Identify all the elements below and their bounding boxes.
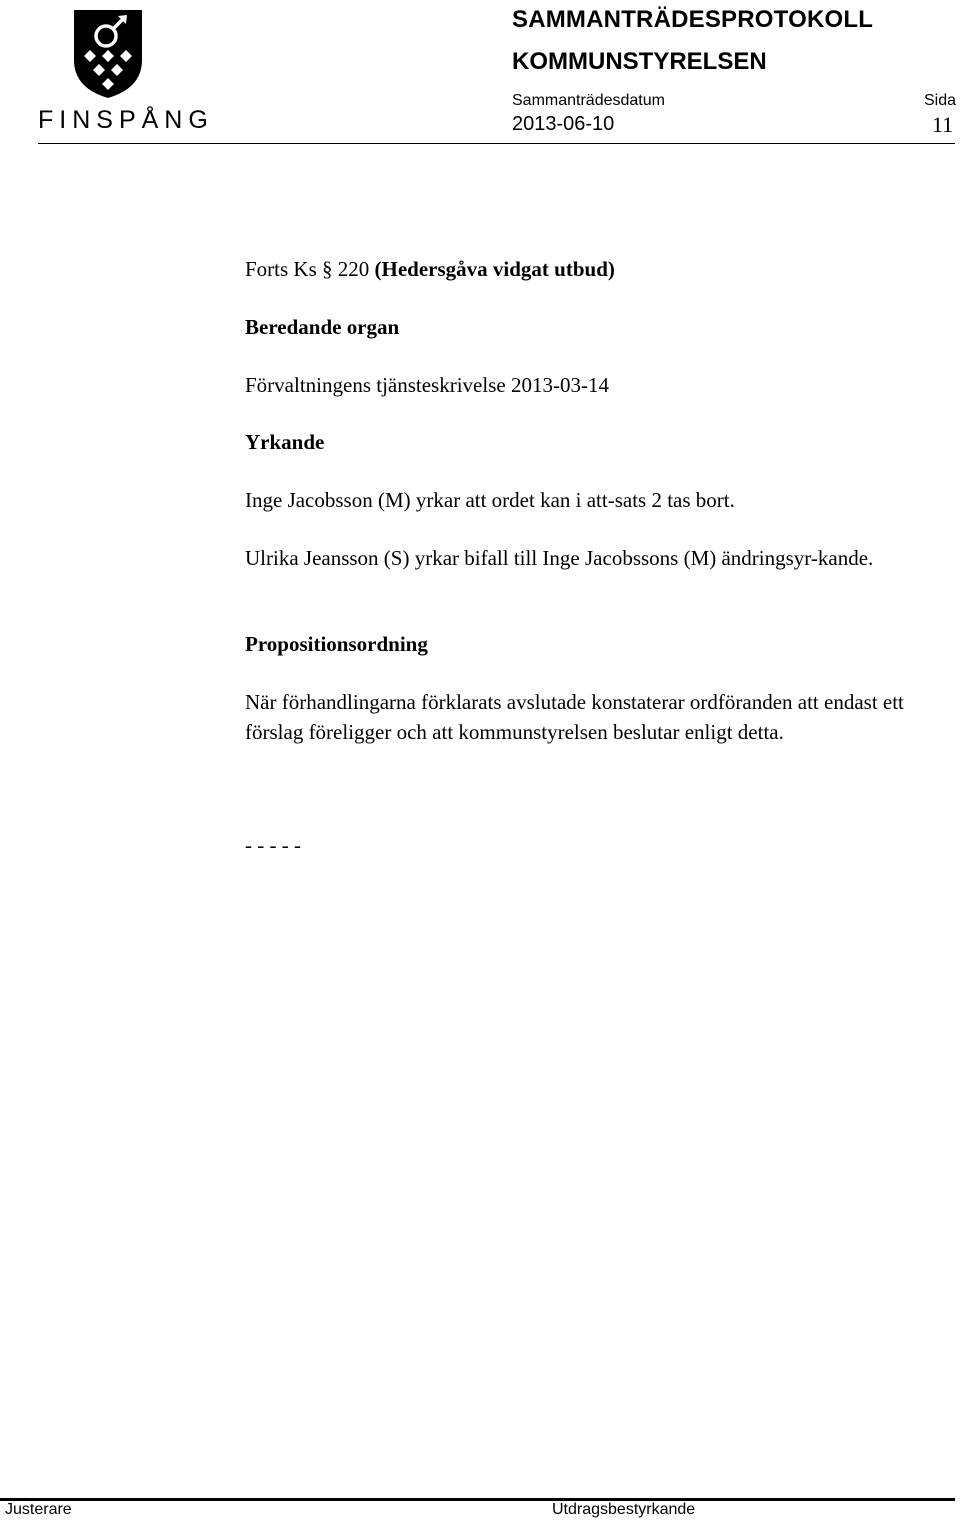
section-heading-beredande: Beredande organ: [245, 315, 400, 339]
meeting-date-value: 2013-06-10: [512, 113, 615, 135]
footer-divider: [0, 1498, 955, 1501]
document-title: SAMMANTRÄDESPROTOKOLL: [512, 6, 874, 33]
footer-utdragsbestyrkande-label: Utdragsbestyrkande: [552, 1501, 696, 1518]
document-subtitle: KOMMUNSTYRELSEN: [512, 48, 767, 75]
continuation-prefix: Forts Ks § 220: [245, 257, 375, 281]
meeting-date-label: Sammanträdesdatum: [512, 92, 665, 109]
municipality-logo-text: FINSPÅNG: [38, 106, 214, 134]
section-text-yrkande-1: Inge Jacobsson (M) yrkar att ordet kan i att-sats 2 tas bort.: [245, 488, 735, 512]
end-marker: - - - - -: [245, 833, 301, 857]
finspang-coat-of-arms-icon: [72, 8, 144, 100]
section-text-propositionsordning: När förhandlingarna förklarats avslutade konstaterar ordföranden att endast ett förslag föreligger och att kommunstyrelsen beslutar enligt detta.: [245, 690, 904, 744]
page-label: Sida: [924, 92, 957, 109]
section-text-yrkande-2: Ulrika Jeansson (S) yrkar bifall till Inge Jacobssons (M) ändringsyr-kande.: [245, 546, 874, 570]
continuation-line: [245, 254, 945, 284]
page-number: 11: [932, 112, 954, 137]
header-divider: [38, 143, 955, 144]
section-heading-propositionsordning: Propositionsordning: [245, 632, 428, 656]
footer-justerare-label: Justerare: [5, 1501, 72, 1518]
section-text-beredande: Förvaltningens tjänsteskrivelse 2013-03-14: [245, 373, 609, 397]
section-heading-yrkande: Yrkande: [245, 430, 325, 454]
continuation-title: (Hedersgåva vidgat utbud): [374, 257, 615, 281]
